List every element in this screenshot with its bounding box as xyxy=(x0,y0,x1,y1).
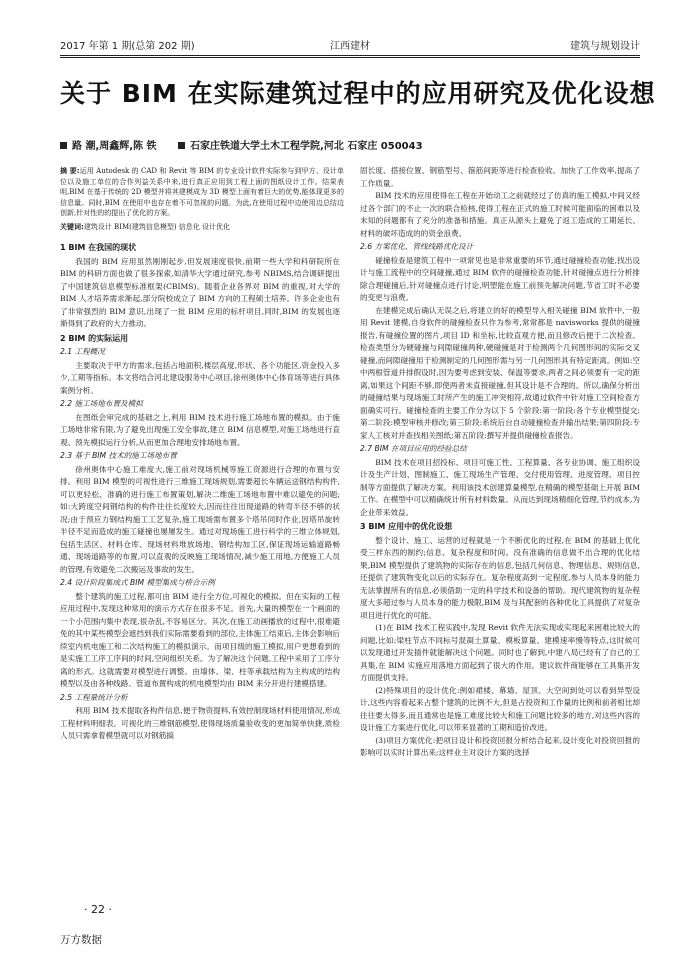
paragraph: 利用 BIM 技术提取各构件信息,便于物资提料,有效控制现场材料使用情况,形成工程材料明细表。可视化的三维钢筋模型,使得现场质量验收变的更加简单快捷,质检人员只需拿着模型就可以对钢筋搞 xyxy=(60,706,340,740)
subsection-heading: 2.2 施工场地布置及模拟 xyxy=(60,399,143,408)
paragraph: 碰撞检查是建筑工程中一项常见也是非常重要的环节,通过碰撞检查功能,找出设计与施工流程中的空间碰撞,通过 BIM 软件的碰撞检查功能,针对碰撞点进行分析排除合理碰撞后,针对碰撞点进行讨论,明塑能在施工前预先解决问题,节省工时不必要的变更与浪费。 xyxy=(360,255,640,302)
article-title: 关于 BIM 在实际建筑过程中的应用研究及优化设想 xyxy=(60,79,656,108)
abstract-text: 运用 Autodesk 的 CAD 和 Revit 等 BIM 的专业设计软件实际参与到甲方、设计单位以及施工单位的合作列益关系中来,进行真正应用到工程上面的图纸设计工作。结果表明,BIM 在基于传统的 2D 模型并将其建模成为 3D 模型上面有着巨大的优势,能体现更多的信息量。同时,BIM 在使用中也存在着不可忽视的问题。为此,在使用过程中边使用边总结边创新,针对性的的提出了优化的方案。 xyxy=(60,167,344,218)
abstract xyxy=(60,166,344,233)
paragraph: 在建模完成后确认无误之后,将建立的好的模型导入相关碰撞 BIM 软件中,一般用 Revit 建模,自身软件的碰撞检查只作为参考,常常都是 navisworks 提供的碰撞报告,有碰撞位置的图片,项目 ID 和坐标,比较直观方便,而且修改后便于二次检查。检查类型分为硬碰撞与间隙碰撞两种,硬碰撞是对于检测两个几何图形间的实际交叉碰撞,而间隙碰撞用于检测制定的几何图形需与另一几何图形具有特定距离。例如:空中两根管道并排假设时,因为要考虑到安装、保温等要求,两者之间必须要有一定的距离,如果这个间距不够,即使两者未直接碰撞,但其设计是不合理的。所以,确保分析出的碰撞结果与现场施工时所产生的施工冲突相符,故通过软件中针对施工空间检查方面确实可行。碰撞检查的主要工作分为以下 5 个阶段:第一阶段:各个专业模型提交;第二阶段:模型审核并修改;第三阶段:系统后台自动碰撞检查并输出结果;第四阶段:专家人工核对并查找相关图纸;第五阶段:撰写并提供碰撞检查报告。 xyxy=(360,305,640,440)
paragraph: 徐州奥体中心施工难度大,施工前对现场机械等施工资源进行合理的布置与安排。利用 BIM 模型的可视性进行三维施工现场规划,需要超长车辆运送钢结构构件,可以更轻松、准确的进行施工布置策划,解决二维施工场地布置中难以避免的问题;如:大跨度空间钢结构的构件往往长度较大,因而往往出现道路的转弯半径不够的状况;由于预应力钢结构施工工艺复杂,施工现场需布置多个塔吊同时作业,因塔吊旋转半径不足而造成的施工碰撞也屡屡发生。通过对现场施工进行科学的三维立体规划,包括生活区、材料仓库、现场材料堆放场地、钢结构加工区,保证现场运输道路畅通、现场道路等的布置,可以直观的反映施工现场情况,减少施工用地,方便施工人员的管理,有效避免二次搬运及事故的发生。 xyxy=(60,464,340,574)
page-number: · 22 · xyxy=(84,903,112,916)
header-rule xyxy=(60,55,640,58)
journal-issue: 2017 年第 1 期(总第 202 期) xyxy=(60,41,195,52)
paragraph: (2)特殊项目的设计优化:例如裙楼、幕墙、屋顶、大空间到处可以看到异型设计,这些内容看起来占整个建筑的比例不大,但是占投资和工作量的比例和前者相比却往往要大得多,而且通常也是施工难度比较大和施工问题比较多的地方,对这些内容的设计施工方案进行优化,可以带来显著的工期和造价改进。 xyxy=(360,685,640,732)
subsection-heading: 2.1 工程概况 xyxy=(60,347,105,356)
subsection-heading: 2.5 工程量统计分析 xyxy=(60,692,128,702)
paragraph: 固长度、搭接位置、钢筋型号、箍筋间距等进行检查验收。加快了工作效率,提高了工作质量。 xyxy=(360,166,640,188)
keywords-text: 建筑设计 BIM(建筑信息模型) 信息化 设计优化 xyxy=(83,222,231,231)
section-heading: 1 BIM 在我国的现状 xyxy=(60,243,137,252)
subsection-heading: 2.7 BIM 在项目应用的经验总结 xyxy=(360,444,467,453)
authors: 路 潮,周鑫辉,陈 铁 xyxy=(72,141,157,152)
running-header xyxy=(60,40,640,54)
paragraph: (1)在 BIM 技术工程实践中,发现 Revit 软件无法实现或实现起来困难比较大的问题,比如:梁柱节点不同标号混凝土算量、模板算量、建模速率慢等特点,这时候可以发现通过开发插件就能解决这个问题。同时也了解到,中建八局已经有了自己的工具集,在 BIM 实施应用落地方面起到了很大的作用。建议软件商能够在工具集开发方面提供支持。 xyxy=(360,623,640,682)
left-column xyxy=(60,240,340,743)
right-column xyxy=(360,165,640,760)
section-name: 建筑与规划设计 xyxy=(570,41,640,52)
paragraph: 主要取决于甲方的需求,包括占地面积,楼层高度,形状、各个功能区,资金投入多少,工期等指标。本文将结合河北建设服务中心项目,徐州奥体中心体育场等进行具体案例分析。 xyxy=(60,360,340,395)
section-heading: 3 BIM 应用中的优化设想 xyxy=(360,522,453,531)
square-bullet-icon xyxy=(178,142,185,149)
paragraph: 在图纸会审完成的基础之上,利用 BIM 技术进行施工场地布置的模拟。由于施工场地非常有限,为了避免出现施工安全事故,建立 BIM 信息模型,对施工场地进行直观、预先模拟运行分析,从而更加合理地安排场地布置。 xyxy=(60,412,340,447)
subsection-heading: 2.6 方案优化、管线线路优化设计 xyxy=(360,242,474,251)
subsection-heading: 2.3 基于 BIM 技术的施工场地布置 xyxy=(60,451,177,460)
subsection-heading: 2.4 设计阶段集成式 BIM 模型集成与桥合示例 xyxy=(60,578,215,587)
paragraph: (3)项目方案优化:把项目设计和投资回报分析结合起来,设计变化对投资回报的影响可以实时计算出来;这样业主对设计方案的选择 xyxy=(360,735,640,757)
paragraph: 整个建筑的施工过程,都可由 BIM 进行全方位,可视化的模拟。但在实际的工程应用过程中,发现这种常用的演示方式存在很多不足。首先,大量的模型在一个画面的一个小范围内集中表现,很杂乱,不容易区分。其次,在施工动画播放的过程中,很难避免的其中某些模型会遮挡到我们实际需要看到的部位,主体施工结束后,主体会影响后续室内机电施工和二次结构施工的模拟演示。而项目级的施工模拟,用户更想看到的是实施工工序工序间的时间,空间组织关系。为了解决这个问题,工程中采用了工序分离的形式。这就需要对模型进行调整。由墙体、梁、柱等承载结构为主构成的结构模型以及由各种线路、管道布置构成的机电模型均由 BIM 来分开进行建模搭建。 xyxy=(60,591,340,688)
square-bullet-icon xyxy=(60,142,67,149)
paragraph: 整个设计、施工、运营的过程就是一个不断优化的过程,在 BIM 的基础上优化受三样东西的制约;信息、复杂程度和时间。没有准确的信息做不出合理的优化结果,BIM 模型提供了建筑物的实际存在的信息,包括几何信息、物理信息、规则信息,还提供了建筑物变化以后的实际存在。复杂程度高到一定程度,参与人员本身的能力无法掌握所有的信息,必须借助一定的科学技术和设备的帮助。现代建筑物的复杂程度大多超过参与人员本身的能力极限,BIM 及与其配套的各种优化工具提供了对复杂项目进行优化的可能。 xyxy=(360,535,640,620)
paragraph: BIM 技术的应用使得在工程在开始动工之前就经过了仿真的施工模拟,中间又经过各个部门的不止一次的联合检核,使得工程在正式的施工时候可能面临的困难以及未知的问题都有了充分的准备和措施。真正从源头上避免了返工造成的工期延长、材料的破坏造成的的资金浪费。 xyxy=(360,191,640,238)
journal-name: 江西建材 xyxy=(330,41,370,52)
footer-source: 万方数据 xyxy=(60,934,102,946)
paragraph: 我国的 BIM 应用虽然刚刚起步,但发展速度很快,前期一些大学和科研院所在 BIM 的科研方面也做了很多探索,如清华大学通过研究,参考 NBIMS,结合调研提出了中国建筑信息模型标准框架(CBIMS)。随着企业各界对 BIM 的重视,对大学的 BIM 人才培养需求渐起,部分院校成立了 BIM 方向的工程硕士培养。许多企业也有了非常强烈的 BIM 意识,出现了一批 BIM 应用的标杆项目,同时,BIM 的发展也逐渐得到了政府的大力推动。 xyxy=(60,256,340,328)
section-heading: 2 BIM 的实际运用 xyxy=(60,333,129,343)
paragraph: BIM 技术在项目招投标、项目可施工性、工程算量、各专业协调、施工组织设计及生产计划、图制施工、施工现场生产管理、交付使用管理、进度管理、项目控制等方面提供了解决方案。利用该技术创建算量模型,在精确的模型基础上开展 BIM 工作。在模型中可以精确统计所有材料数量。从而达到现场精细化管理,节约成本,为企业带来效益。 xyxy=(360,457,640,517)
abstract-label: 摘 要: xyxy=(60,167,80,175)
affiliation: 石家庄铁道大学土木工程学院,河北 石家庄 050043 xyxy=(190,141,423,152)
byline xyxy=(60,137,640,152)
keywords-label: 关键词: xyxy=(60,222,84,231)
